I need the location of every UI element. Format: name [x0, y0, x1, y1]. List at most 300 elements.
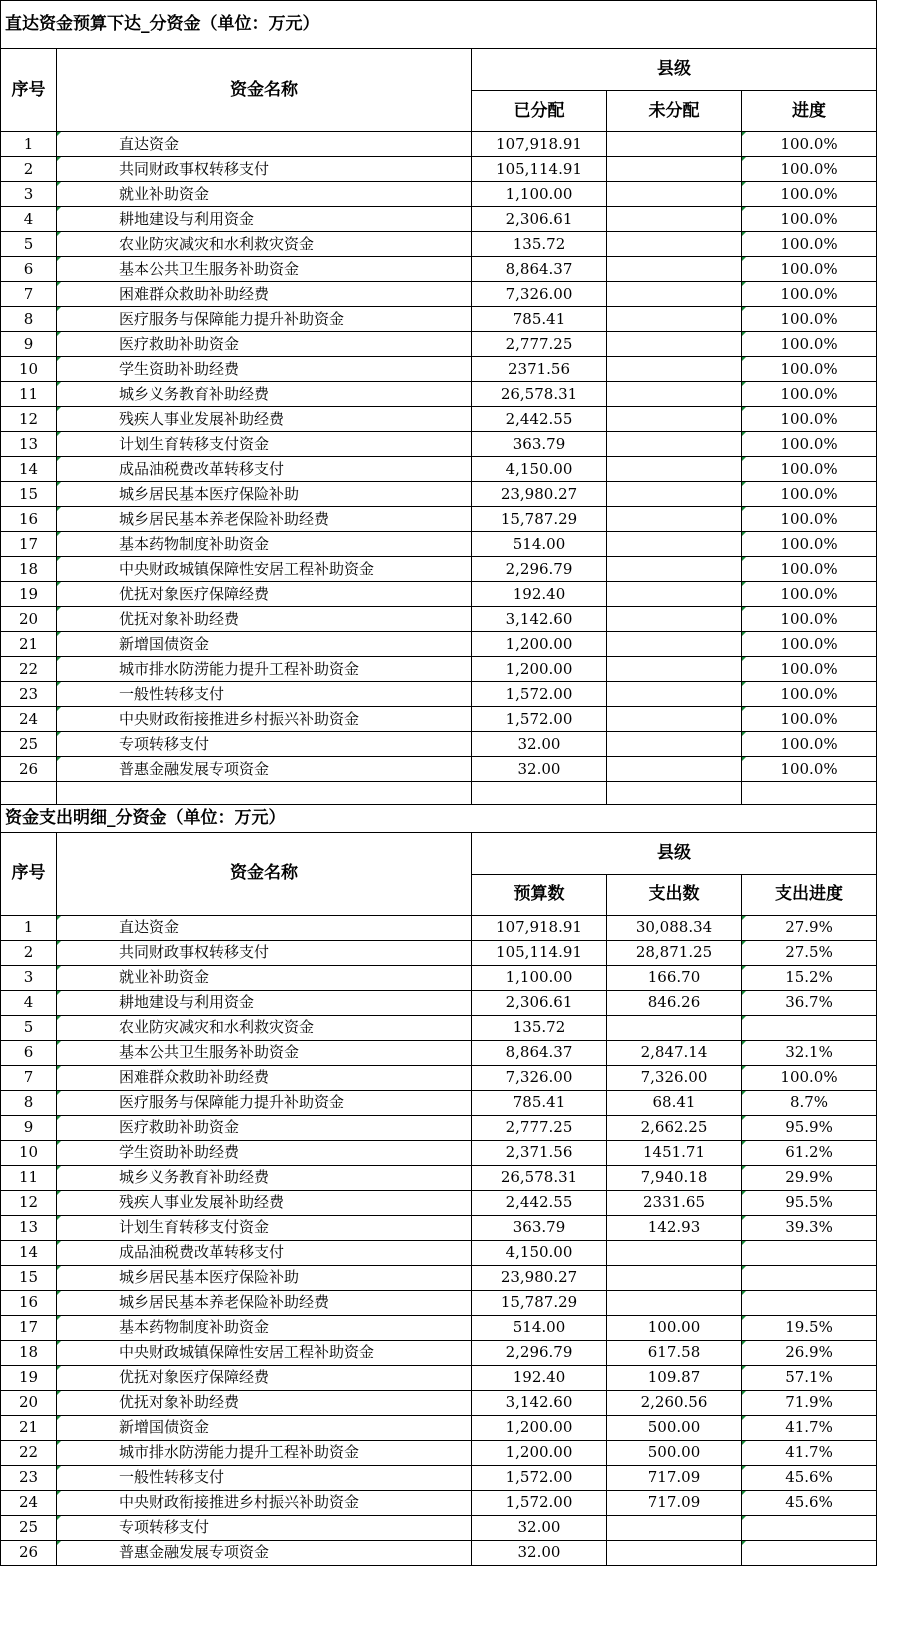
table-row: [1, 1490, 877, 1515]
value-cell-2: [607, 1540, 742, 1565]
value-cell-1: 7,326.00: [472, 282, 607, 307]
table-row: [1, 457, 877, 482]
value-cell-3: 32.1%: [742, 1040, 877, 1065]
value-cell-1: 1,200.00: [472, 632, 607, 657]
value-cell-3: [742, 1265, 877, 1290]
value-cell-1: 785.41: [472, 1090, 607, 1115]
table-row: [1, 1340, 877, 1365]
fund-name-cell: 新增国债资金: [57, 632, 472, 657]
value-cell-3: 100.0%: [742, 182, 877, 207]
fund-name-cell: 医疗救助补助资金: [57, 332, 472, 357]
header-fund-name: 资金名称: [57, 49, 472, 132]
fund-name-cell: 中央财政衔接推进乡村振兴补助资金: [57, 1490, 472, 1515]
fund-name-cell: 计划生育转移支付资金: [57, 432, 472, 457]
fund-name-cell: 基本公共卫生服务补助资金: [57, 1040, 472, 1065]
fund-name-cell: 计划生育转移支付资金: [57, 1215, 472, 1240]
seq-cell: 21: [1, 1415, 57, 1440]
value-cell-1: 514.00: [472, 532, 607, 557]
seq-cell: 16: [1, 507, 57, 532]
seq-cell: 1: [1, 915, 57, 940]
table-row: [1, 1390, 877, 1415]
value-cell-2: [607, 682, 742, 707]
fund-name-cell: 中央财政城镇保障性安居工程补助资金: [57, 557, 472, 582]
seq-cell: 25: [1, 1515, 57, 1540]
seq-cell: 10: [1, 1140, 57, 1165]
value-cell-1: 192.40: [472, 582, 607, 607]
seq-cell: 20: [1, 607, 57, 632]
value-cell-2: [607, 1015, 742, 1040]
fund-name-cell: 城乡居民基本养老保险补助经费: [57, 507, 472, 532]
value-cell-3: 100.0%: [742, 657, 877, 682]
value-cell-2: [607, 232, 742, 257]
value-cell-1: 15,787.29: [472, 1290, 607, 1315]
seq-cell: 20: [1, 1390, 57, 1415]
fund-name-cell: 城乡居民基本医疗保险补助: [57, 1265, 472, 1290]
table-row: [1, 657, 877, 682]
value-cell-1: 1,572.00: [472, 1465, 607, 1490]
expenditure-table-title: 资金支出明细_分资金（单位：万元）: [1, 805, 877, 832]
value-cell-2: [607, 1240, 742, 1265]
value-cell-3: 100.0%: [742, 432, 877, 457]
table-row: [1, 182, 877, 207]
fund-name-cell: 基本药物制度补助资金: [57, 532, 472, 557]
value-cell-2: [607, 432, 742, 457]
fund-name-cell: 优抚对象补助经费: [57, 1390, 472, 1415]
seq-cell: 19: [1, 1365, 57, 1390]
value-cell-2: 717.09: [607, 1490, 742, 1515]
value-cell-2: 2,662.25: [607, 1115, 742, 1140]
value-cell-2: [607, 607, 742, 632]
value-cell-1: 2,306.61: [472, 990, 607, 1015]
seq-cell: 18: [1, 557, 57, 582]
value-cell-2: 1451.71: [607, 1140, 742, 1165]
value-cell-1: 26,578.31: [472, 1165, 607, 1190]
value-cell-1: 32.00: [472, 732, 607, 757]
table-row: [1, 632, 877, 657]
table-row: [1, 357, 877, 382]
value-cell-1: 1,100.00: [472, 965, 607, 990]
value-cell-1: 15,787.29: [472, 507, 607, 532]
table-row: [1, 557, 877, 582]
value-cell-3: 100.0%: [742, 582, 877, 607]
value-cell-1: 4,150.00: [472, 1240, 607, 1265]
value-cell-2: 100.00: [607, 1315, 742, 1340]
fund-name-cell: 直达资金: [57, 915, 472, 940]
table-row: [1, 1465, 877, 1490]
value-cell-3: 100.0%: [742, 757, 877, 782]
value-cell-1: 1,572.00: [472, 682, 607, 707]
value-cell-3: [742, 1290, 877, 1315]
fund-name-cell: 一般性转移支付: [57, 682, 472, 707]
fund-name-cell: 残疾人事业发展补助经费: [57, 1190, 472, 1215]
value-cell-1: 105,114.91: [472, 157, 607, 182]
value-cell-1: 2,777.25: [472, 332, 607, 357]
value-cell-2: [607, 257, 742, 282]
value-cell-1: 785.41: [472, 307, 607, 332]
value-cell-1: 1,200.00: [472, 657, 607, 682]
value-cell-3: 71.9%: [742, 1390, 877, 1415]
table-row: [1, 1115, 877, 1140]
value-cell-2: [607, 757, 742, 782]
expenditure-table-body: [1, 915, 877, 1565]
value-cell-1: 105,114.91: [472, 940, 607, 965]
fund-name-cell: 困难群众救助补助经费: [57, 282, 472, 307]
value-cell-3: 95.5%: [742, 1190, 877, 1215]
table-row: [1, 207, 877, 232]
fund-name-cell: 耕地建设与利用资金: [57, 207, 472, 232]
value-cell-3: 19.5%: [742, 1315, 877, 1340]
value-cell-1: 2,306.61: [472, 207, 607, 232]
seq-cell: 14: [1, 457, 57, 482]
fund-name-cell: 新增国债资金: [57, 1415, 472, 1440]
fund-name-cell: 直达资金: [57, 132, 472, 157]
seq-cell: 4: [1, 990, 57, 1015]
table-row: [1, 757, 877, 782]
table-row: [1, 1265, 877, 1290]
table-row: [1, 1165, 877, 1190]
value-cell-2: [607, 532, 742, 557]
value-cell-2: [607, 707, 742, 732]
value-cell-3: 57.1%: [742, 1365, 877, 1390]
table-row: [1, 1190, 877, 1215]
value-cell-2: 617.58: [607, 1340, 742, 1365]
value-cell-3: 27.9%: [742, 915, 877, 940]
value-cell-3: [742, 1015, 877, 1040]
value-cell-3: 100.0%: [742, 1065, 877, 1090]
value-cell-2: [607, 632, 742, 657]
seq-cell: 15: [1, 1265, 57, 1290]
header-budget: 预算数: [472, 874, 607, 915]
value-cell-3: 100.0%: [742, 707, 877, 732]
table-row: [1, 965, 877, 990]
value-cell-2: [607, 357, 742, 382]
seq-cell: 26: [1, 1540, 57, 1565]
value-cell-2: 109.87: [607, 1365, 742, 1390]
table-row: [1, 432, 877, 457]
value-cell-3: 100.0%: [742, 632, 877, 657]
value-cell-3: 100.0%: [742, 607, 877, 632]
allocation-table: [0, 0, 877, 805]
table-row: [1, 1240, 877, 1265]
fund-name-cell: 学生资助补助经费: [57, 1140, 472, 1165]
fund-name-cell: 优抚对象补助经费: [57, 607, 472, 632]
seq-cell: 9: [1, 332, 57, 357]
value-cell-2: 166.70: [607, 965, 742, 990]
seq-cell: 22: [1, 657, 57, 682]
seq-cell: 8: [1, 1090, 57, 1115]
value-cell-2: [607, 582, 742, 607]
value-cell-2: 7,940.18: [607, 1165, 742, 1190]
header-seq: 序号: [1, 832, 57, 915]
fund-name-cell: 专项转移支付: [57, 1515, 472, 1540]
table-row: [1, 1440, 877, 1465]
fund-name-cell: 城市排水防涝能力提升工程补助资金: [57, 1440, 472, 1465]
table-row: [1, 157, 877, 182]
fund-name-cell: 医疗服务与保障能力提升补助资金: [57, 1090, 472, 1115]
value-cell-1: 2,442.55: [472, 1190, 607, 1215]
value-cell-2: [607, 732, 742, 757]
seq-cell: 17: [1, 1315, 57, 1340]
fund-name-cell: 城乡居民基本医疗保险补助: [57, 482, 472, 507]
table-row: [1, 232, 877, 257]
value-cell-1: 2,371.56: [472, 1140, 607, 1165]
seq-cell: 22: [1, 1440, 57, 1465]
seq-cell: 24: [1, 1490, 57, 1515]
value-cell-3: 26.9%: [742, 1340, 877, 1365]
seq-cell: 1: [1, 132, 57, 157]
header-expenditure-progress: 支出进度: [742, 874, 877, 915]
value-cell-1: 23,980.27: [472, 1265, 607, 1290]
table-row: [1, 532, 877, 557]
table-row: [1, 940, 877, 965]
allocation-table-title: 直达资金预算下达_分资金（单位：万元）: [1, 1, 877, 49]
seq-cell: 16: [1, 1290, 57, 1315]
seq-cell: 18: [1, 1340, 57, 1365]
fund-name-cell: 专项转移支付: [57, 732, 472, 757]
header-unallocated: 未分配: [607, 91, 742, 132]
table-row: [1, 915, 877, 940]
value-cell-3: 27.5%: [742, 940, 877, 965]
table-row: [1, 257, 877, 282]
value-cell-2: [607, 1265, 742, 1290]
value-cell-2: [607, 407, 742, 432]
table-row: [1, 732, 877, 757]
fund-name-cell: 医疗救助补助资金: [57, 1115, 472, 1140]
fund-name-cell: 基本公共卫生服务补助资金: [57, 257, 472, 282]
value-cell-1: 363.79: [472, 432, 607, 457]
seq-cell: 25: [1, 732, 57, 757]
fund-name-cell: 成品油税费改革转移支付: [57, 457, 472, 482]
value-cell-3: 100.0%: [742, 232, 877, 257]
fund-name-cell: 残疾人事业发展补助经费: [57, 407, 472, 432]
header-seq: 序号: [1, 49, 57, 132]
value-cell-1: 8,864.37: [472, 1040, 607, 1065]
table-row: [1, 1015, 877, 1040]
value-cell-2: [607, 182, 742, 207]
fund-name-cell: 农业防灾减灾和水利救灾资金: [57, 1015, 472, 1040]
fund-name-cell: 成品油税费改革转移支付: [57, 1240, 472, 1265]
table-row: [1, 507, 877, 532]
value-cell-3: 100.0%: [742, 457, 877, 482]
allocation-table-body: [1, 132, 877, 782]
value-cell-2: 2,847.14: [607, 1040, 742, 1065]
value-cell-3: 29.9%: [742, 1165, 877, 1190]
table-row: [1, 382, 877, 407]
table-row: [1, 1540, 877, 1565]
table-row: [1, 1515, 877, 1540]
fund-name-cell: 耕地建设与利用资金: [57, 990, 472, 1015]
seq-cell: 15: [1, 482, 57, 507]
value-cell-1: 192.40: [472, 1365, 607, 1390]
value-cell-1: 2,296.79: [472, 1340, 607, 1365]
seq-cell: 12: [1, 1190, 57, 1215]
seq-cell: 21: [1, 632, 57, 657]
seq-cell: 3: [1, 182, 57, 207]
value-cell-2: 7,326.00: [607, 1065, 742, 1090]
value-cell-3: 45.6%: [742, 1465, 877, 1490]
seq-cell: 2: [1, 940, 57, 965]
value-cell-2: 500.00: [607, 1415, 742, 1440]
value-cell-2: [607, 1515, 742, 1540]
fund-name-cell: 医疗服务与保障能力提升补助资金: [57, 307, 472, 332]
seq-cell: 7: [1, 282, 57, 307]
value-cell-2: [607, 307, 742, 332]
value-cell-3: 100.0%: [742, 157, 877, 182]
value-cell-3: [742, 1540, 877, 1565]
table-row: [1, 282, 877, 307]
table-row: [1, 1415, 877, 1440]
value-cell-3: 100.0%: [742, 407, 877, 432]
value-cell-3: [742, 1240, 877, 1265]
value-cell-3: 100.0%: [742, 532, 877, 557]
seq-cell: 7: [1, 1065, 57, 1090]
header-county-level: 县级: [472, 49, 877, 91]
value-cell-2: [607, 557, 742, 582]
value-cell-3: 39.3%: [742, 1215, 877, 1240]
value-cell-1: 2,442.55: [472, 407, 607, 432]
value-cell-1: 1,572.00: [472, 1490, 607, 1515]
table-row: [1, 1065, 877, 1090]
table-row: [1, 1140, 877, 1165]
value-cell-3: [742, 1515, 877, 1540]
fund-name-cell: 城乡居民基本养老保险补助经费: [57, 1290, 472, 1315]
value-cell-2: 2331.65: [607, 1190, 742, 1215]
value-cell-3: 41.7%: [742, 1440, 877, 1465]
value-cell-3: 95.9%: [742, 1115, 877, 1140]
table-row: [1, 132, 877, 157]
header-fund-name: 资金名称: [57, 832, 472, 915]
value-cell-3: 100.0%: [742, 732, 877, 757]
seq-cell: 6: [1, 257, 57, 282]
value-cell-3: 100.0%: [742, 132, 877, 157]
table-row: [1, 1315, 877, 1340]
value-cell-3: 36.7%: [742, 990, 877, 1015]
value-cell-3: 100.0%: [742, 282, 877, 307]
table-row: [1, 990, 877, 1015]
fund-name-cell: 学生资助补助经费: [57, 357, 472, 382]
value-cell-1: 107,918.91: [472, 915, 607, 940]
header-expenditure: 支出数: [607, 874, 742, 915]
table-row: [1, 1215, 877, 1240]
value-cell-1: 3,142.60: [472, 1390, 607, 1415]
table-row: [1, 307, 877, 332]
header-progress: 进度: [742, 91, 877, 132]
value-cell-1: 1,200.00: [472, 1440, 607, 1465]
seq-cell: 13: [1, 1215, 57, 1240]
table-row: [1, 582, 877, 607]
header-county-level: 县级: [472, 832, 877, 874]
seq-cell: 11: [1, 1165, 57, 1190]
table-row: [1, 1040, 877, 1065]
value-cell-1: 1,200.00: [472, 1415, 607, 1440]
value-cell-2: [607, 132, 742, 157]
value-cell-2: 2,260.56: [607, 1390, 742, 1415]
value-cell-3: 8.7%: [742, 1090, 877, 1115]
value-cell-1: 1,100.00: [472, 182, 607, 207]
value-cell-1: 135.72: [472, 1015, 607, 1040]
value-cell-1: 8,864.37: [472, 257, 607, 282]
value-cell-1: 32.00: [472, 1515, 607, 1540]
seq-cell: 17: [1, 532, 57, 557]
value-cell-2: [607, 507, 742, 532]
seq-cell: 23: [1, 1465, 57, 1490]
value-cell-2: 846.26: [607, 990, 742, 1015]
fund-name-cell: 优抚对象医疗保障经费: [57, 582, 472, 607]
value-cell-1: 514.00: [472, 1315, 607, 1340]
fund-name-cell: 就业补助资金: [57, 182, 472, 207]
value-cell-3: 100.0%: [742, 557, 877, 582]
value-cell-2: [607, 207, 742, 232]
table-row: [1, 407, 877, 432]
value-cell-3: 100.0%: [742, 332, 877, 357]
seq-cell: 26: [1, 757, 57, 782]
value-cell-1: 4,150.00: [472, 457, 607, 482]
value-cell-2: 30,088.34: [607, 915, 742, 940]
value-cell-1: 23,980.27: [472, 482, 607, 507]
value-cell-1: 3,142.60: [472, 607, 607, 632]
value-cell-3: 100.0%: [742, 682, 877, 707]
value-cell-2: 500.00: [607, 1440, 742, 1465]
value-cell-2: [607, 457, 742, 482]
fund-name-cell: 农业防灾减灾和水利救灾资金: [57, 232, 472, 257]
table-row: [1, 332, 877, 357]
value-cell-3: 100.0%: [742, 382, 877, 407]
value-cell-3: 100.0%: [742, 207, 877, 232]
value-cell-2: [607, 332, 742, 357]
fund-name-cell: 共同财政事权转移支付: [57, 940, 472, 965]
fund-name-cell: 就业补助资金: [57, 965, 472, 990]
value-cell-2: [607, 1290, 742, 1315]
value-cell-1: 1,572.00: [472, 707, 607, 732]
value-cell-3: 61.2%: [742, 1140, 877, 1165]
table-row: [1, 1365, 877, 1390]
header-allocated: 已分配: [472, 91, 607, 132]
value-cell-3: 100.0%: [742, 507, 877, 532]
value-cell-2: [607, 482, 742, 507]
value-cell-1: 135.72: [472, 232, 607, 257]
seq-cell: 24: [1, 707, 57, 732]
seq-cell: 4: [1, 207, 57, 232]
value-cell-1: 2,296.79: [472, 557, 607, 582]
spacer-row: [1, 782, 877, 805]
value-cell-1: 2,777.25: [472, 1115, 607, 1140]
value-cell-1: 32.00: [472, 757, 607, 782]
value-cell-1: 107,918.91: [472, 132, 607, 157]
seq-cell: 9: [1, 1115, 57, 1140]
value-cell-2: [607, 157, 742, 182]
value-cell-3: 100.0%: [742, 357, 877, 382]
value-cell-3: 100.0%: [742, 257, 877, 282]
value-cell-2: 68.41: [607, 1090, 742, 1115]
seq-cell: 10: [1, 357, 57, 382]
value-cell-3: 100.0%: [742, 482, 877, 507]
seq-cell: 2: [1, 157, 57, 182]
fund-name-cell: 中央财政城镇保障性安居工程补助资金: [57, 1340, 472, 1365]
value-cell-2: 28,871.25: [607, 940, 742, 965]
value-cell-2: 142.93: [607, 1215, 742, 1240]
fund-name-cell: 基本药物制度补助资金: [57, 1315, 472, 1340]
seq-cell: 13: [1, 432, 57, 457]
fund-name-cell: 中央财政衔接推进乡村振兴补助资金: [57, 707, 472, 732]
fund-name-cell: 普惠金融发展专项资金: [57, 757, 472, 782]
seq-cell: 8: [1, 307, 57, 332]
seq-cell: 6: [1, 1040, 57, 1065]
value-cell-3: 100.0%: [742, 307, 877, 332]
fund-name-cell: 城乡义务教育补助经费: [57, 382, 472, 407]
value-cell-3: 15.2%: [742, 965, 877, 990]
seq-cell: 5: [1, 232, 57, 257]
seq-cell: 19: [1, 582, 57, 607]
